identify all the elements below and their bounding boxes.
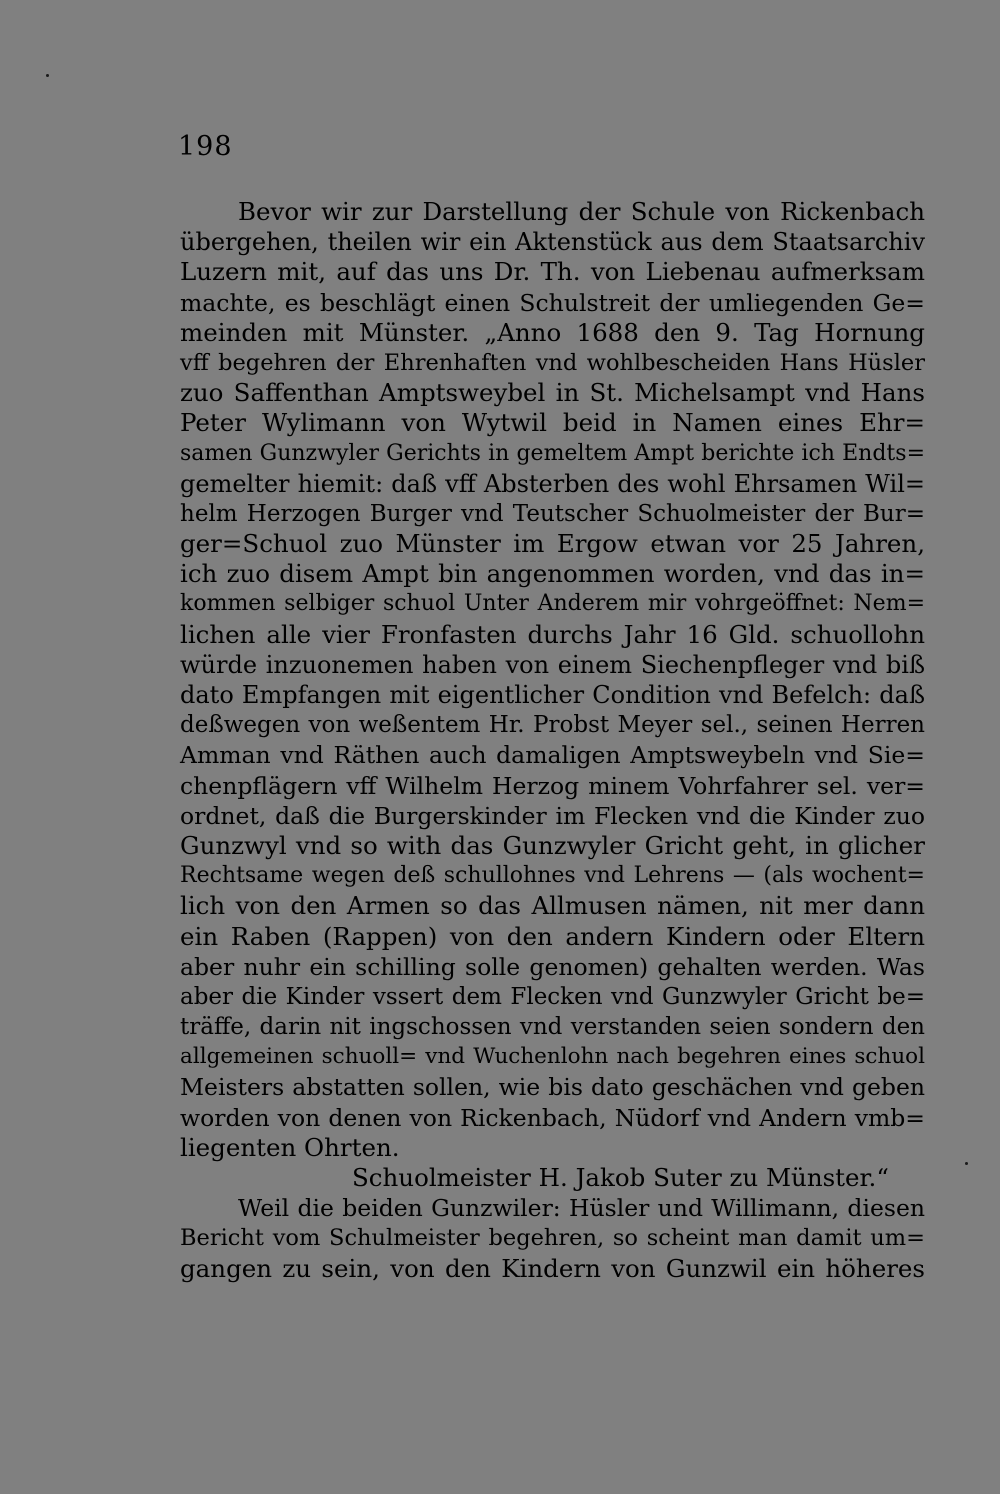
text-line: chenpflägern vff Wilhelm Herzog minem Vohrfahrer sel. ver= [180, 771, 925, 800]
body-text [180, 197, 925, 1284]
text-line: Peter Wylimann von Wytwil beid in Namen eines Ehr= [180, 408, 925, 438]
scan-speck [46, 74, 49, 77]
text-line: kommen selbiger schuol Unter Anderem mir vohrgeöffnet: Nem= [180, 591, 925, 617]
text-line: Luzern mit, auf das uns Dr. Th. von Liebenau aufmerksam [180, 257, 925, 287]
signature-line: Schuolmeister H. Jakob Suter zu Münster.“ [352, 1163, 889, 1192]
text-line: zuo Saffenthan Amptsweybel in St. Michelsampt vnd Hans [180, 378, 925, 408]
text-line: träffe, darin nit ingschossen vnd verstanden seien sondern den [180, 1014, 925, 1041]
text-line: gangen zu sein, von den Kindern von Gunzwil ein höheres [180, 1253, 925, 1283]
text-line: Bevor wir zur Darstellung der Schule von Rickenbach [238, 197, 925, 226]
scan-speck [965, 1162, 968, 1165]
text-line: meinden mit Münster. „Anno 1688 den 9. Tag Hornung [180, 317, 925, 347]
text-line: gemelter hiemit: daß vff Absterben des wohl Ehrsamen Wil= [180, 469, 925, 498]
text-line: aber die Kinder vssert dem Flecken vnd Gunzwyler Gricht be= [180, 983, 925, 1010]
text-line: übergehen, theilen wir ein Aktenstück aus dem Staatsarchiv [180, 228, 925, 257]
text-line: ich zuo disem Ampt bin angenommen worden, vnd das in= [180, 559, 925, 589]
text-line: Rechtsame wegen deß schullohnes vnd Lehrens — (als wochent= [180, 863, 925, 889]
text-line: ger=Schuol zuo Münster im Ergow etwan vor 25 Jahren, [180, 529, 925, 559]
text-line: vff begehren der Ehrenhaften vnd wohlbescheiden Hans Hüsler [180, 349, 925, 376]
text-line: ordnet, daß die Burgerskinder im Flecken vnd die Kinder zuo [180, 801, 925, 830]
text-line: würde inzuonemen haben von einem Siechenpfleger vnd biß [180, 650, 925, 679]
text-line: samen Gunzwyler Gerichts in gemeltem Ampt berichte ich Endts= [180, 440, 925, 466]
text-line: lichen alle vier Fronfasten durchs Jahr 16 Gld. schuollohn [180, 619, 925, 649]
text-line: ein Raben (Rappen) von den andern Kindern oder Eltern [180, 921, 925, 951]
text-line: lich von den Armen so das Allmusen nämen, nit mer dann [180, 891, 925, 921]
text-line: machte, es beschlägt einen Schulstreit der umliegenden Ge= [180, 288, 925, 317]
text-line: Meisters abstatten sollen, wie bis dato geschächen vnd geben [180, 1073, 925, 1102]
text-line: aber nuhr ein schilling solle genomen) gehalten werden. Was [180, 952, 925, 981]
text-line: Bericht vom Schulmeister begehren, so scheint man damit um= [180, 1225, 925, 1252]
text-line: deßwegen von weßentem Hr. Probst Meyer sel., seinen Herren [180, 712, 925, 739]
text-line: helm Herzogen Burger vnd Teutscher Schuolmeister der Bur= [180, 500, 925, 527]
text-line: dato Empfangen mit eigentlicher Condition vnd Befelch: daß [180, 681, 925, 709]
page-number: 198 [178, 131, 233, 162]
text-line: Weil die beiden Gunzwiler: Hüsler und Willimann, diesen [238, 1194, 925, 1223]
text-line: allgemeinen schuoll= vnd Wuchenlohn nach begehren eines schuol [180, 1044, 925, 1070]
text-line: Gunzwyl vnd so with das Gunzwyler Gricht geht, in glicher [180, 830, 925, 860]
text-line: worden von denen von Rickenbach, Nüdorf vnd Andern vmb= [180, 1103, 925, 1132]
text-line: Amman vnd Räthen auch damaligen Amptsweybeln vnd Sie= [180, 741, 925, 770]
text-line: liegenten Ohrten. [180, 1132, 400, 1162]
